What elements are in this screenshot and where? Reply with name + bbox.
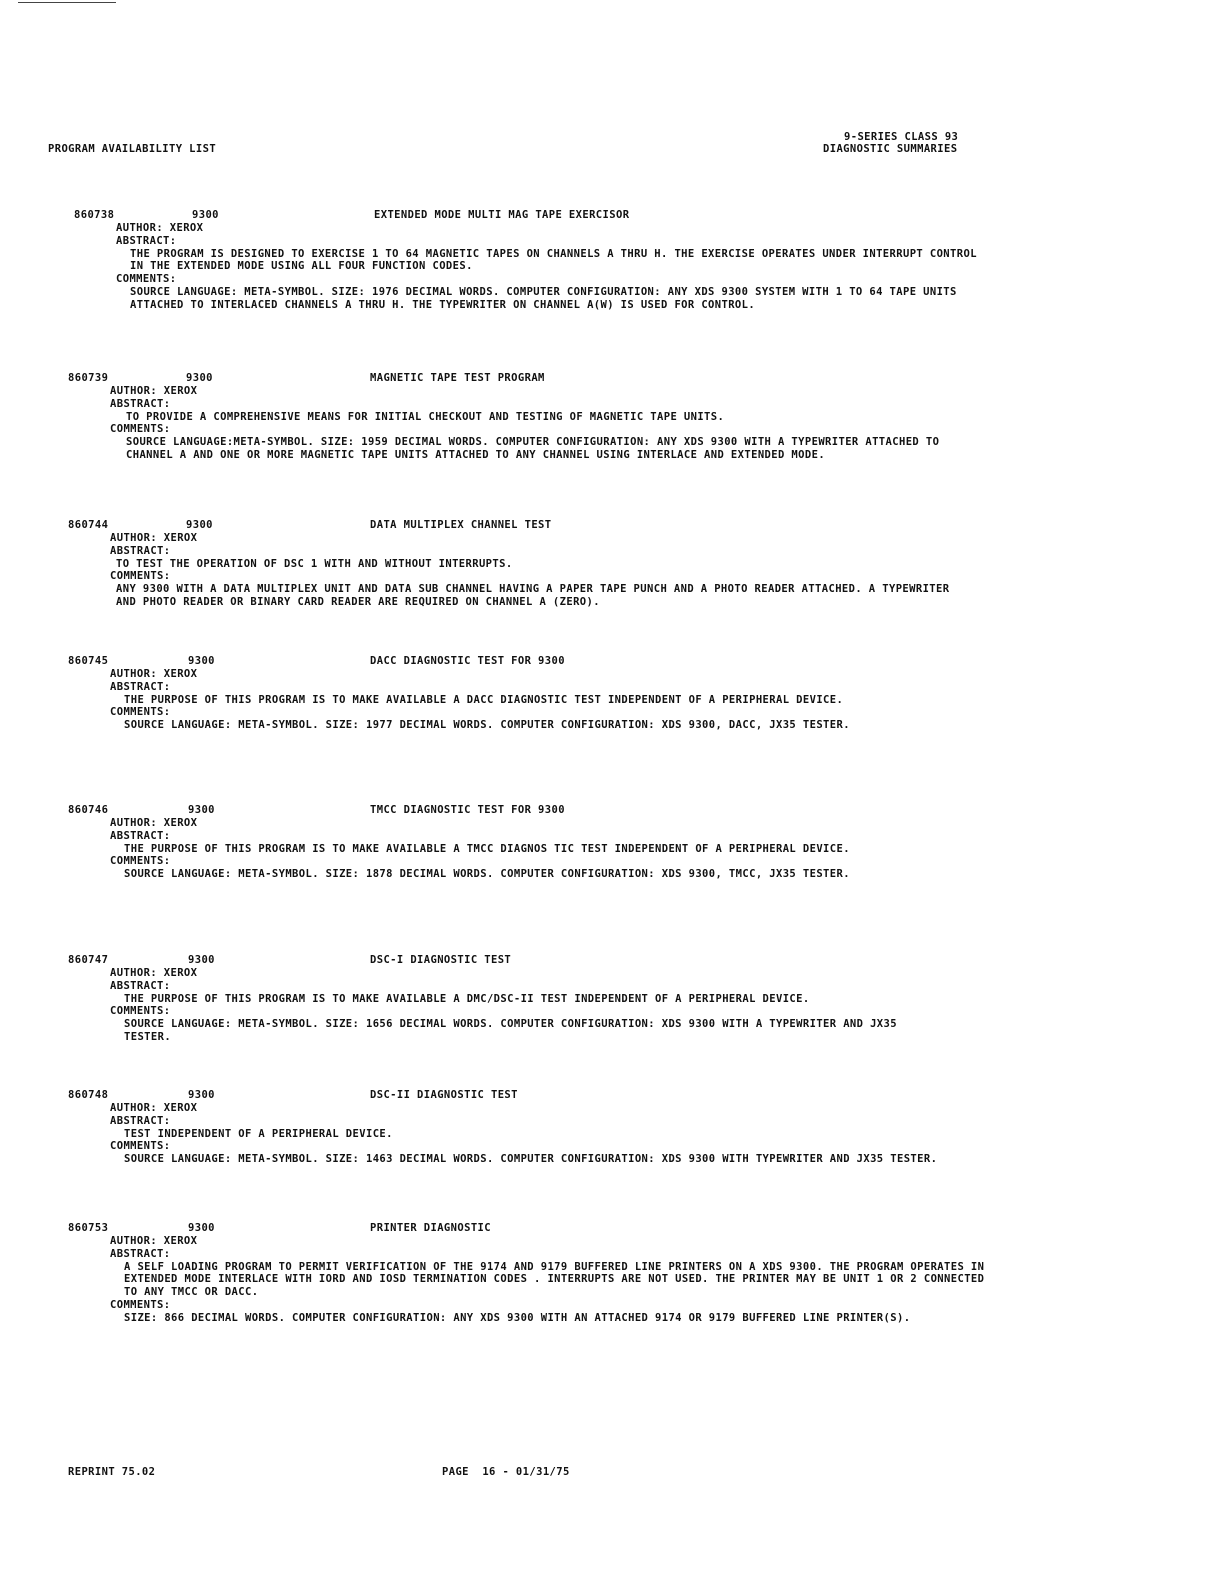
computer-model: 9300: [192, 209, 219, 221]
computer-model: 9300: [188, 804, 215, 816]
abstract-label: ABSTRACT:: [110, 829, 171, 842]
entry-860748: [0, 1089, 1224, 1166]
abstract-text: THE PURPOSE OF THIS PROGRAM IS TO MAKE AVAILABLE A DACC DIAGNOSTIC TEST INDEPENDENT OF A PERIPHERAL DEVICE.: [124, 693, 844, 706]
footer-reprint: REPRINT 75.02: [68, 1466, 156, 1478]
abstract-label: ABSTRACT:: [110, 1247, 171, 1260]
entry-860747: [0, 954, 1224, 1044]
computer-model: 9300: [188, 1089, 215, 1101]
comments-text: SOURCE LANGUAGE:META-SYMBOL. SIZE: 1959 DECIMAL WORDS. COMPUTER CONFIGURATION: ANY XDS 9300 WITH A TYPEWRITER ATTACHED TO CHANNEL A AND ONE OR MORE MAGNETIC TAPE UNITS ATTACHED TO ANY CHANNEL USING INTERLACE AND EXTENDED MODE.: [126, 436, 940, 461]
entry-header: [0, 1222, 1224, 1235]
comments-label: COMMENTS:: [110, 570, 171, 583]
abstract-label: ABSTRACT:: [110, 979, 171, 992]
abstract-label: ABSTRACT:: [110, 397, 171, 410]
computer-model: 9300: [188, 655, 215, 667]
author-line: AUTHOR: XEROX: [110, 532, 198, 544]
program-title: DSC-II DIAGNOSTIC TEST: [370, 1089, 518, 1101]
entry-header: [0, 804, 1224, 817]
author-line: AUTHOR: XEROX: [110, 668, 198, 680]
abstract-text: TO TEST THE OPERATION OF DSC 1 WITH AND WITHOUT INTERRUPTS.: [116, 557, 513, 570]
abstract-label: ABSTRACT:: [116, 234, 177, 247]
program-number: 860738: [74, 209, 115, 221]
program-title: DATA MULTIPLEX CHANNEL TEST: [370, 519, 552, 531]
computer-model: 9300: [188, 954, 215, 966]
program-number: 860745: [68, 655, 109, 667]
comments-text: SOURCE LANGUAGE: META-SYMBOL. SIZE: 1656 DECIMAL WORDS. COMPUTER CONFIGURATION: XDS 9300 WITH A TYPEWRITER AND JX35 TESTER.: [124, 1018, 897, 1043]
entry-860744: [0, 519, 1224, 609]
program-number: 860753: [68, 1222, 109, 1234]
program-number: 860746: [68, 804, 109, 816]
entry-860746: [0, 804, 1224, 881]
program-title: DACC DIAGNOSTIC TEST FOR 9300: [370, 655, 565, 667]
abstract-label: ABSTRACT:: [110, 680, 171, 693]
entry-header: [0, 954, 1224, 967]
computer-model: 9300: [188, 1222, 215, 1234]
computer-model: 9300: [186, 519, 213, 531]
comments-label: COMMENTS:: [110, 1005, 171, 1018]
abstract-label: ABSTRACT:: [110, 544, 171, 557]
author-line: AUTHOR: XEROX: [110, 1235, 198, 1247]
author-line: AUTHOR: XEROX: [110, 817, 198, 829]
entry-header: [0, 519, 1224, 532]
comments-label: COMMENTS:: [110, 855, 171, 868]
top-rule: [18, 2, 116, 3]
abstract-text: THE PURPOSE OF THIS PROGRAM IS TO MAKE AVAILABLE A TMCC DIAGNOS TIC TEST INDEPENDENT OF A PERIPHERAL DEVICE.: [124, 842, 850, 855]
comments-text: SOURCE LANGUAGE: META-SYMBOL. SIZE: 1878 DECIMAL WORDS. COMPUTER CONFIGURATION: XDS 9300, TMCC, JX35 TESTER.: [124, 868, 850, 881]
abstract-text: TEST INDEPENDENT OF A PERIPHERAL DEVICE.: [124, 1127, 393, 1140]
comments-label: COMMENTS:: [110, 1140, 171, 1153]
author-line: AUTHOR: XEROX: [116, 222, 204, 234]
comments-text: ANY 9300 WITH A DATA MULTIPLEX UNIT AND DATA SUB CHANNEL HAVING A PAPER TAPE PUNCH AND A PHOTO READER ATTACHED. A TYPEWRITER AND PHOTO READER OR BINARY CARD READER ARE REQUIRED ON CHANNEL A (ZERO).: [116, 583, 950, 608]
comments-text: SOURCE LANGUAGE: META-SYMBOL. SIZE: 1976 DECIMAL WORDS. COMPUTER CONFIGURATION: ANY XDS 9300 SYSTEM WITH 1 TO 64 TAPE UNITS ATTACHED TO INTERLACED CHANNELS A THRU H. THE TYPEWRITER ON CHANNEL A(W) IS USED FOR CONTROL.: [130, 285, 957, 311]
author-line: AUTHOR: XEROX: [110, 967, 198, 979]
abstract-text: THE PROGRAM IS DESIGNED TO EXERCISE 1 TO 64 MAGNETIC TAPES ON CHANNELS A THRU H. THE EXERCISE OPERATES UNDER INTERRUPT CONTROL IN THE EXTENDED MODE USING ALL FOUR FUNCTION CODES.: [130, 247, 977, 273]
program-title: EXTENDED MODE MULTI MAG TAPE EXERCISOR: [374, 209, 630, 221]
header-right-line2: DIAGNOSTIC SUMMARIES: [823, 143, 958, 155]
entry-header: [0, 209, 1224, 222]
footer-page: PAGE 16 - 01/31/75: [442, 1466, 570, 1478]
entry-header: [0, 372, 1224, 385]
program-number: 860744: [68, 519, 109, 531]
entry-860739: [0, 372, 1224, 462]
program-title: TMCC DIAGNOSTIC TEST FOR 9300: [370, 804, 565, 816]
comments-text: SOURCE LANGUAGE: META-SYMBOL. SIZE: 1463 DECIMAL WORDS. COMPUTER CONFIGURATION: XDS 9300 WITH TYPEWRITER AND JX35 TESTER.: [124, 1153, 938, 1166]
header-right-line1: 9-SERIES CLASS 93: [844, 131, 959, 143]
entry-860738: [0, 209, 1224, 312]
program-number: 860747: [68, 954, 109, 966]
entry-860745: [0, 655, 1224, 732]
entry-header: [0, 1089, 1224, 1102]
comments-label: COMMENTS:: [110, 706, 171, 719]
abstract-text: A SELF LOADING PROGRAM TO PERMIT VERIFICATION OF THE 9174 AND 9179 BUFFERED LINE PRINTERS ON A XDS 9300. THE PROGRAM OPERATES IN EXTENDED MODE INTERLACE WITH IORD AND IOSD TERMINATION CODES . INTERRUPTS ARE NOT USED. THE PRINTER MAY BE UNIT 1 OR 2 CONNECTED TO ANY TMCC OR DACC.: [124, 1260, 985, 1299]
program-title: DSC-I DIAGNOSTIC TEST: [370, 954, 512, 966]
program-title: MAGNETIC TAPE TEST PROGRAM: [370, 372, 545, 384]
comments-label: COMMENTS:: [110, 423, 171, 436]
program-title: PRINTER DIAGNOSTIC: [370, 1222, 491, 1234]
comments-text: SIZE: 866 DECIMAL WORDS. COMPUTER CONFIGURATION: ANY XDS 9300 WITH AN ATTACHED 9174 OR 9179 BUFFERED LINE PRINTER(S).: [124, 1311, 911, 1324]
program-number: 860739: [68, 372, 109, 384]
comments-label: COMMENTS:: [110, 1298, 171, 1311]
program-number: 860748: [68, 1089, 109, 1101]
computer-model: 9300: [186, 372, 213, 384]
author-line: AUTHOR: XEROX: [110, 385, 198, 397]
header-left: PROGRAM AVAILABILITY LIST: [48, 143, 217, 155]
abstract-label: ABSTRACT:: [110, 1114, 171, 1127]
entry-860753: [0, 1222, 1224, 1325]
comments-text: SOURCE LANGUAGE: META-SYMBOL. SIZE: 1977 DECIMAL WORDS. COMPUTER CONFIGURATION: XDS 9300, DACC, JX35 TESTER.: [124, 719, 850, 732]
abstract-text: TO PROVIDE A COMPREHENSIVE MEANS FOR INITIAL CHECKOUT AND TESTING OF MAGNETIC TAPE UNITS.: [126, 410, 725, 423]
comments-label: COMMENTS:: [116, 273, 177, 286]
abstract-text: THE PURPOSE OF THIS PROGRAM IS TO MAKE AVAILABLE A DMC/DSC-II TEST INDEPENDENT OF A PERIPHERAL DEVICE.: [124, 992, 810, 1005]
entry-header: [0, 655, 1224, 668]
author-line: AUTHOR: XEROX: [110, 1102, 198, 1114]
